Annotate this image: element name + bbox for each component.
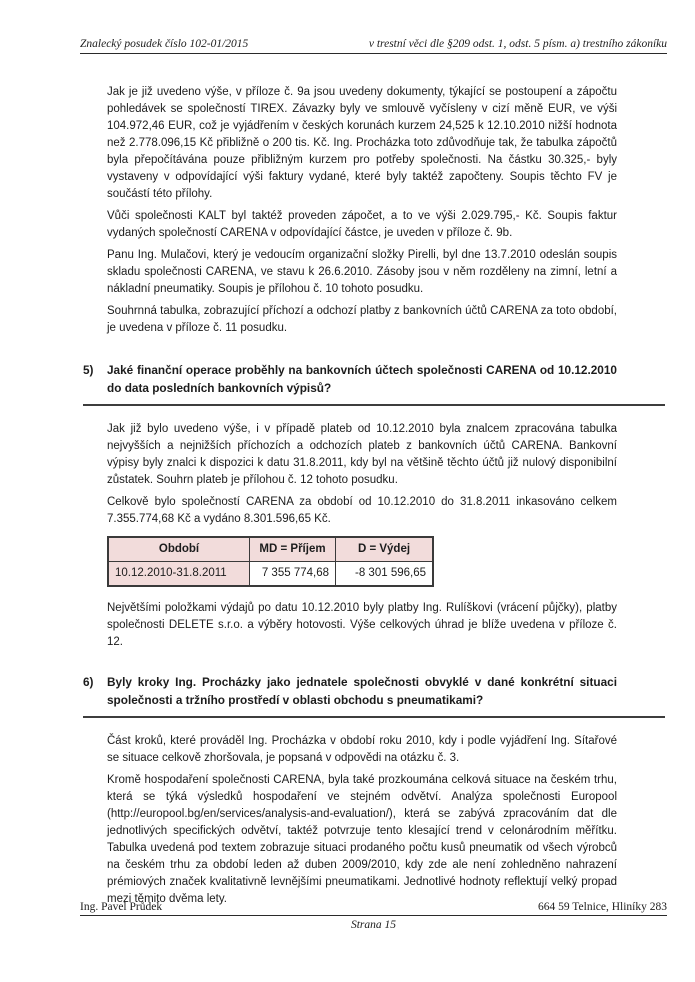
table-header-expense: D = Výdej [336,537,434,562]
running-footer [80,901,667,916]
table-header-period: Období [108,537,250,562]
header-case-reference: v trestní věci dle §209 odst. 1, odst. 5 písm. a) trestního zákoníku [368,38,667,50]
header-document-title: Znalecký posudek číslo 102-01/2015 [80,38,249,50]
intro-paragraph: Souhrnná tabulka, zobrazující příchozí a odchozí platby z bankovních účtů CARENA za toto období, je uvedena v příloze č. 11 posudku. [107,305,617,334]
running-header [80,38,667,54]
table-row [108,562,433,587]
intro-paragraph: Panu Ing. Mulačovi, který je vedoucím organizační složky Pirelli, byl dne 13.7.2010 odeslán soupis skladu společnosti CARENA, ve stavu k 26.6.2010. Zásoby jsou v něm rozděleny na zimní, letní a nákladní pneumatiky. Soupis je přílohou č. 10 tohoto posudku. [107,249,617,295]
intro-paragraph: Vůči společnosti KALT byl taktéž proveden zápočet, a to ve výši 2.029.795,- Kč. Soupis faktur vydaných společností CARENA v odpovídající částce, je uveden v příloze č. 9b. [107,210,617,239]
table-cell-income: 7 355 774,68 [250,562,336,587]
question-6-title: Byly kroky Ing. Procházky jako jednatele společnosti obvyklé v dané konkrétní situaci společnosti a tržního prostředí v oblasti obchodu s pneumatikami? [107,675,617,707]
question-5-number: 5) [83,363,94,377]
footer-address: 664 59 Telnice, Hliníky 283 [538,901,667,913]
question-6-heading [83,673,665,718]
table-cell-expense: -8 301 596,65 [336,562,434,587]
table-cell-period: 10.12.2010-31.8.2011 [108,562,250,587]
answer-paragraph: Celkově bylo společností CARENA za období od 10.12.2010 do 31.8.2011 inkasováno celkem 7.355.774,68 Kč a vydáno 8.301.596,65 Kč. [107,496,617,525]
question-5-title: Jaké finanční operace proběhly na bankovních účtech společnosti CARENA od 10.12.2010 do data posledních bankovních výpisů? [107,363,617,395]
answer-paragraph: Největšími položkami výdajů po datu 10.12.2010 byly platby Ing. Rulíškovi (vrácení půjčky), platby společnosti DELETE s.r.o. a výběry hotovosti. Výše celkových úhrad je blíže uvedena v příloze č. 12. [107,602,617,648]
answer-paragraph: Kromě hospodaření společnosti CARENA, byla také prozkoumána celková situace na českém trhu, která se týká výsledků hospodaření ve stejném odvětví. Analýza společnosti Europool (http://europool.bg/en/services/analysis-and-evaluation/), která se zabývá zpracováním dat dle jednotlivých specifických odvětví, taktéž potvrzuje tento klesající trend v celonárodním měřítku. Tabulka uvedená pod textem zobrazuje situaci prodaného počtu kusů pneumatik od všech výrobců na českém trhu za období leden až duben 2009/2010, kdy zde ale není zohledněno nahrazení prémiových značek kvalitativně levnějšími pneumatikami. Jednotlivé hodnoty reflektují velký propad mezi těmito dvěma lety. [107,774,617,905]
answer-paragraph: Část kroků, které prováděl Ing. Procházka v období roku 2010, kdy i podle vyjádření Ing. Sítařové se situace celkově zhoršovala, je popsaná v odpovědi na otázku č. 3. [107,735,617,764]
table-header-row [108,537,433,562]
document-body [83,84,617,913]
footer-author: Ing. Pavel Průdek [80,901,163,913]
payments-summary-table [107,536,434,587]
page-number: Strana 15 [350,919,397,931]
question-5-heading [83,361,665,406]
question-6-number: 6) [83,675,94,689]
intro-paragraph: Jak je již uvedeno výše, v příloze č. 9a jsou uvedeny dokumenty, týkající se postoupení a zápočtu pohledávek se společností TIREX. Závazky byly ve smlouvě vyčísleny v cizí měně EUR, ve výši 104.972,46 EUR, což je vyjádřením v českých korunách kurzem 24,525 k 12.10.2010 nižší hodnota než 2.778.096,15 Kč přibližně o 200 tis. Kč. Ing. Procházka toto zdůvodňuje tak, že tabulka zápočtů byla přepočítávána pouze přibližným kurzem pro potřeby společnosti. Na částku 30.325,- byly vystaveny v odpovídající výši faktury vydané, které byly taktéž započteny. Soupis těchto FV je součástí této přílohy. [107,86,617,200]
table-header-income: MD = Příjem [250,537,336,562]
answer-paragraph: Jak již bylo uvedeno výše, i v případě plateb od 10.12.2010 byla znalcem zpracována tabulka nejvyšších a nejnižších příchozích a odchozích plateb z bankovních účtů CARENA. Bankovní výpisy byly znalci k dispozici k datu 31.8.2011, kdy byl na většině těchto účtů již nulový disponibilní zůstatek. Souhrn plateb je přílohou č. 12 tohoto posudku. [107,423,617,486]
